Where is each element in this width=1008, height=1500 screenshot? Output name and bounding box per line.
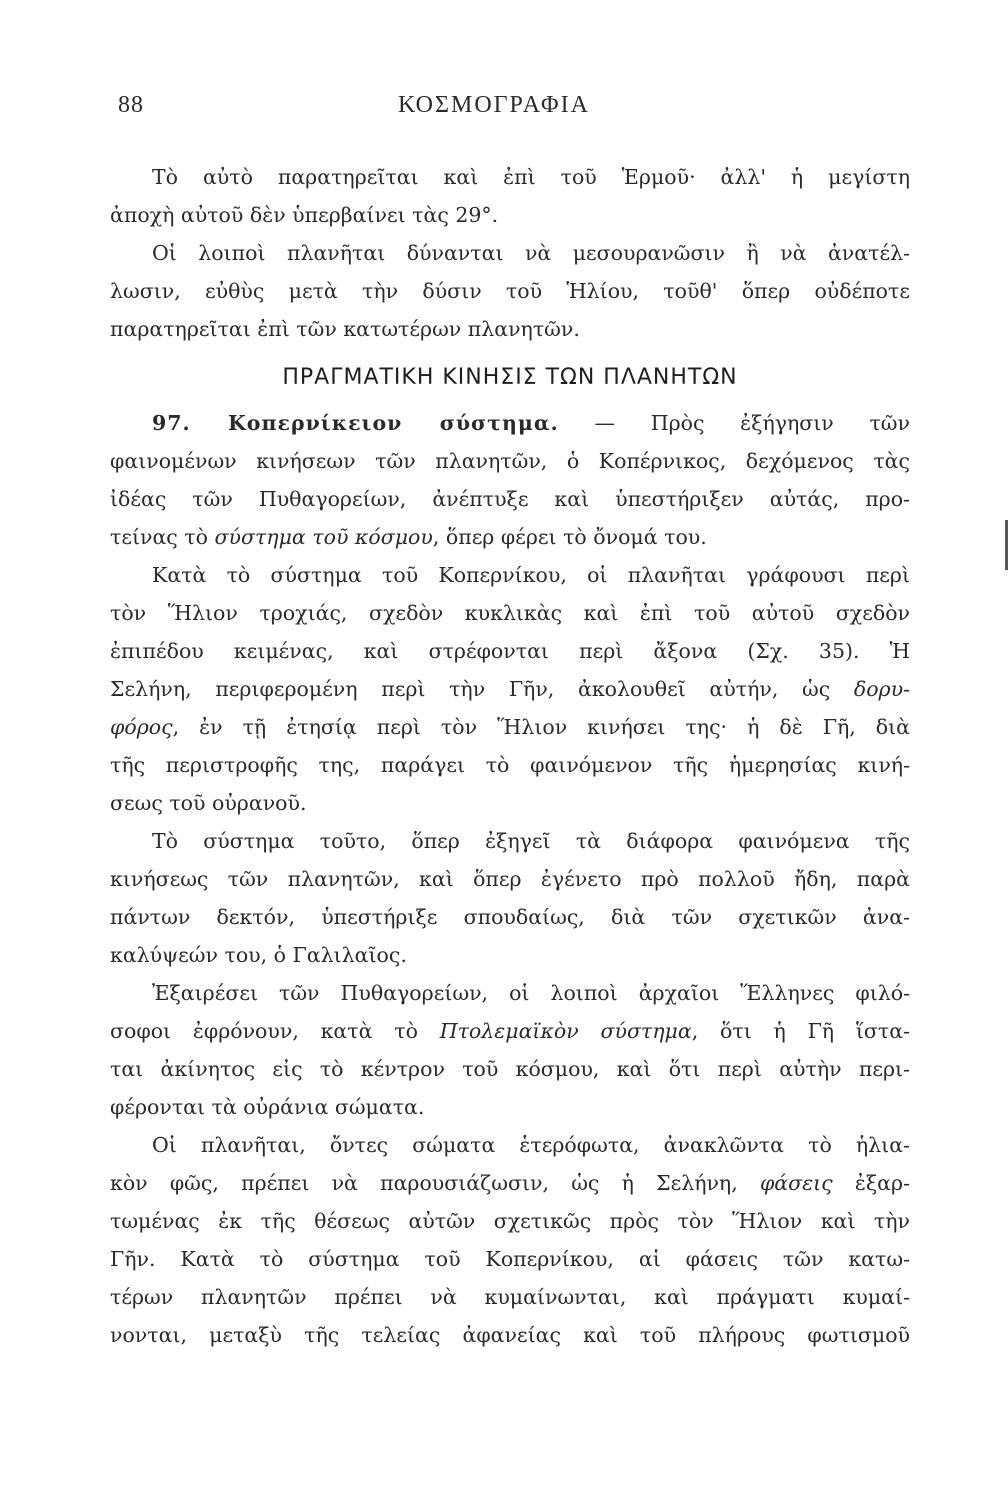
text-line bbox=[110, 1164, 910, 1202]
text-line: τὸν Ἥλιον τροχιάς, σχεδὸν κυκλικὰς καὶ ἐπὶ τοῦ αὐτοῦ σχεδὸν bbox=[110, 601, 910, 625]
text-fragment: , ὅπερ φέρει τὸ ὄνομά του. bbox=[432, 525, 707, 549]
text-line: Γῆν. Κατὰ τὸ σύστημα τοῦ Κοπερνίκου, αἱ φάσεις τῶν κατω- bbox=[110, 1247, 910, 1271]
text-line: τῆς περιστροφῆς της, παράγει τὸ φαινόμενον τῆς ἡμερησίας κινή- bbox=[110, 753, 910, 777]
text-line: τωμένας ἐκ τῆς θέσεως αὐτῶν σχετικῶς πρὸς τὸν Ἥλιον καὶ τὴν bbox=[110, 1209, 910, 1233]
text-fragment: τείνας τὸ bbox=[110, 525, 215, 549]
text-line: πάντων δεκτόν, ὑπεστήριξε σπουδαίως, διὰ τῶν σχετικῶν ἀνα- bbox=[110, 905, 910, 929]
section-heading: ΠΡΑΓΜΑΤΙΚΗ ΚΙΝΗΣΙΣ ΤΩΝ ΠΛΑΝΗΤΩΝ bbox=[282, 365, 738, 390]
italic-term: φάσεις bbox=[759, 1171, 833, 1195]
italic-term: Πτολεμαϊκὸν σύστημα bbox=[439, 1019, 692, 1043]
text-line: Οἱ πλανῆται, ὄντες σώματα ἑτερόφωτα, ἀνακλῶντα τὸ ἡλια- bbox=[152, 1133, 910, 1157]
text-line: Ἐξαιρέσει τῶν Πυθαγορείων, οἱ λοιποὶ ἀρχαῖοι Ἕλληνες φιλό- bbox=[152, 981, 910, 1005]
text-line: λωσιν, εὐθὺς μετὰ τὴν δύσιν τοῦ Ἡλίου, τοῦθ' ὅπερ οὐδέποτε bbox=[110, 279, 910, 303]
text-line: Τὸ σύστημα τοῦτο, ὅπερ ἐξηγεῖ τὰ διάφορα φαινόμενα τῆς bbox=[152, 829, 910, 853]
page-number: 88 bbox=[118, 92, 144, 118]
italic-term: φόρος bbox=[110, 715, 173, 739]
text-line: καλύψεών του, ὁ Γαλιλαῖος. bbox=[110, 943, 407, 967]
text-line bbox=[110, 518, 910, 556]
paragraph-heading: 97. Κοπερνίκειον σύστημα. bbox=[152, 411, 559, 435]
text-fragment: , ὅτι ἡ Γῆ ἵστα- bbox=[691, 1019, 911, 1043]
text-line: τέρων πλανητῶν πρέπει νὰ κυμαίνωνται, καὶ πράγματι κυμαί- bbox=[110, 1285, 910, 1309]
text-line bbox=[110, 708, 910, 746]
text-line: Κατὰ τὸ σύστημα τοῦ Κοπερνίκου, οἱ πλανῆται γράφουσι περὶ bbox=[152, 563, 910, 587]
text-line: ἐπιπέδου κειμένας, καὶ στρέφονται περὶ ἄξονα (Σχ. 35). Ἡ bbox=[110, 639, 910, 663]
text-line: κινήσεως τῶν πλανητῶν, καὶ ὅπερ ἐγένετο πρὸ πολλοῦ ἤδη, παρὰ bbox=[110, 867, 910, 891]
running-title: ΚΟΣΜΟΓΡΑΦΙΑ bbox=[398, 92, 590, 118]
text-line bbox=[110, 404, 910, 442]
text-fragment: ἐξαρ- bbox=[832, 1171, 910, 1195]
text-fragment: , ἐν τῇ ἐτησίᾳ περὶ τὸν Ἥλιον κινήσει της· ἡ δὲ Γῆ, διὰ bbox=[172, 715, 910, 739]
text-fragment: — Πρὸς ἐξήγησιν τῶν bbox=[558, 411, 910, 435]
text-line: ται ἀκίνητος εἰς τὸ κέντρον τοῦ κόσμου, καὶ ὅτι περὶ αὐτὴν περι- bbox=[110, 1057, 910, 1081]
text-line: Τὸ αὐτὸ παρατηρεῖται καὶ ἐπὶ τοῦ Ἑρμοῦ· ἀλλ' ἡ μεγίστη bbox=[152, 165, 910, 189]
text-line: ἰδέας τῶν Πυθαγορείων, ἀνέπτυξε καὶ ὑπεστήριξεν αὐτάς, προ- bbox=[110, 487, 910, 511]
text-line: φαινομένων κινήσεων τῶν πλανητῶν, ὁ Κοπέρνικος, δεχόμενος τὰς bbox=[110, 449, 910, 473]
text-line: φέρονται τὰ οὐράνια σώματα. bbox=[110, 1095, 425, 1119]
page-header bbox=[118, 92, 908, 128]
text-fragment: σοφοι ἐφρόνουν, κατὰ τὸ bbox=[110, 1019, 440, 1043]
italic-term: δορυ- bbox=[853, 677, 910, 701]
page-body bbox=[110, 158, 910, 1354]
text-fragment: Σελήνη, περιφερομένη περὶ τὴν Γῆν, ἀκολουθεῖ αὐτήν, ὡς bbox=[110, 677, 854, 701]
text-fragment: κὸν φῶς, πρέπει νὰ παρουσιάζωσιν, ὡς ἡ Σελήνη, bbox=[110, 1171, 760, 1195]
text-line: σεως τοῦ οὐρανοῦ. bbox=[110, 791, 307, 815]
text-line: Οἱ λοιποὶ πλανῆται δύνανται νὰ μεσουρανῶσιν ἢ νὰ ἀνατέλ- bbox=[152, 241, 910, 265]
text-line bbox=[110, 1012, 910, 1050]
text-line: ἀποχὴ αὐτοῦ δὲν ὑπερβαίνει τὰς 29°. bbox=[110, 203, 499, 227]
text-line: νονται, μεταξὺ τῆς τελείας ἀφανείας καὶ τοῦ πλήρους φωτισμοῦ bbox=[110, 1323, 910, 1347]
text-line: παρατηρεῖται ἐπὶ τῶν κατωτέρων πλανητῶν. bbox=[110, 317, 580, 341]
italic-term: σύστημα τοῦ κόσμου bbox=[214, 525, 433, 549]
text-line bbox=[110, 670, 910, 708]
